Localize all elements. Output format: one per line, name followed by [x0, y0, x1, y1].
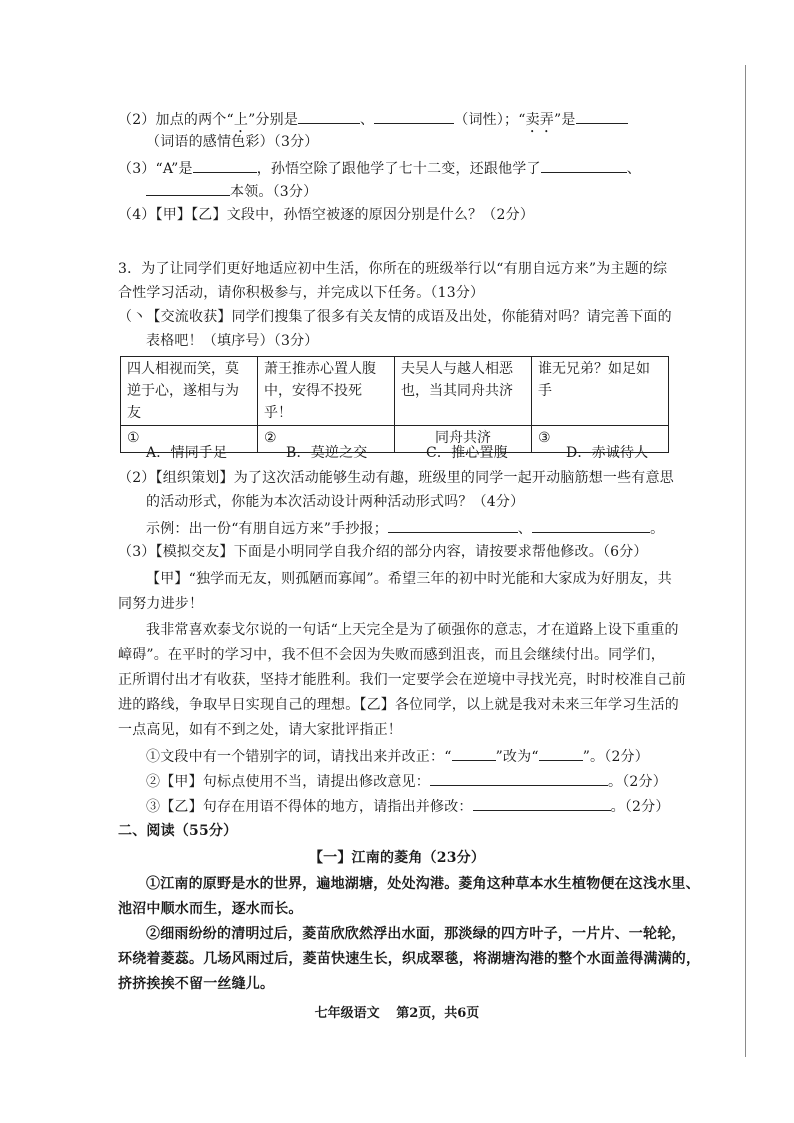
reading-title: 【一】江南的菱角（23分）: [308, 850, 486, 866]
passage-line: 一点高见，如有不到之处，请大家批评指正！: [118, 722, 402, 738]
table-row: [121, 357, 669, 426]
task-text: ”改为“: [495, 749, 539, 765]
table-cell: 四人相视而笑，莫逆于心，遂相与为友: [121, 357, 258, 426]
q3-intro-line1: 3．为了让同学们更好地适应初中生活，你所在的班级举行以“有朋自远方来”为主题的综: [118, 261, 668, 277]
table-cell: 谁无兄弟？如足如手: [532, 357, 669, 426]
q3-sub1-line2: 表格吧！（填序号）（3分）: [146, 333, 319, 349]
reading-paragraph: ①江南的原野是水的世界，遍地湖塘，处处沟港。菱角这种草本水生植物便在这浅水里、: [146, 876, 700, 892]
footer-page-number: 第2页，共6页: [396, 1006, 480, 1021]
option-a: A．情同手足: [146, 445, 228, 461]
q2-2-text: ”分别是: [248, 112, 299, 128]
option-c: C．推心置腹: [426, 445, 508, 461]
option-b: B．莫逆之交: [286, 445, 368, 461]
idiom-table: [120, 356, 669, 453]
q3-intro-line2: 合性学习活动，请你积极参与，并完成以下任务。（13分）: [118, 285, 485, 301]
task-text: ②【甲】句标点使用不当，请提出修改意见：: [146, 774, 430, 790]
answer-blank[interactable]: [541, 157, 627, 173]
period: 。: [650, 521, 665, 537]
q2-2-line2: （词语的感情色彩）（3分）: [146, 134, 319, 150]
answer-blank[interactable]: [430, 770, 608, 786]
q3-sub2-line1: （2）【组织策划】为了这次活动能够生动有趣，班级里的同学一起开动脑筋想一些有意思: [118, 470, 674, 486]
q3-sub3-line: （3）【模拟交友】下面是小明同学自我介绍的部分内容，请按要求帮他修改。（6分）: [118, 544, 648, 560]
q3-sub2-line2: 的活动形式，你能为本次活动设计两种活动形式吗？（4分）: [146, 494, 525, 510]
q2-2-text2: （词性）；“: [454, 112, 526, 128]
answer-blank[interactable]: [539, 745, 583, 761]
table-cell-blank[interactable]: ③: [532, 426, 669, 453]
q3-task3: [146, 795, 670, 818]
reading-paragraph: 环绕着菱蕊。几场风雨过后，菱苗快速生长，织成翠毯，将湖塘沟港的整个水面盖得满满的，: [118, 951, 701, 967]
answer-blank[interactable]: [193, 157, 257, 173]
options-row: [146, 442, 706, 464]
margin-line: [745, 65, 746, 1057]
dotted-word: 上: [233, 112, 249, 128]
answer-blank[interactable]: [452, 745, 496, 761]
passage-line: 正所谓付出才有收获，坚持才能胜利。我们一定要学会在逆境中寻找光亮，时时校准自己前: [118, 672, 686, 688]
table-cell: 萧王推赤心置人腹中，安得不投死乎！: [258, 357, 395, 426]
section-heading: 二、阅读（55分）: [118, 823, 238, 839]
task-text: ”。（2分）: [582, 749, 649, 765]
q3-task2: [146, 770, 667, 793]
answer-blank[interactable]: [146, 180, 230, 196]
table-cell: 同舟共济: [395, 426, 532, 453]
option-d: D．赤诚待人: [566, 445, 649, 461]
passage-line: 进的路线，争取早日实现自己的理想。【乙】各位同学，以上就是我对未来三年学习生活的: [118, 697, 679, 713]
passage-line: 我非常喜欢泰戈尔说的一句话“上天完全是为了硕强你的意志，才在道路上设下重重的: [146, 622, 679, 638]
separator: 、: [626, 161, 641, 177]
q3-sub1-line1: （丶【交流收获】同学们搜集了很多有关友情的成语及出处，你能猜对吗？请完善下面的: [118, 309, 672, 325]
passage-line: 同努力进步！: [118, 596, 204, 612]
task-text: ①文段中有一个错别字的词，请找出来并改正：“: [146, 749, 452, 765]
table-cell-blank[interactable]: ①: [121, 426, 258, 453]
table-cell: 夫吴人与越人相恶也，当其同舟共济: [395, 357, 532, 426]
answer-blank[interactable]: [374, 108, 454, 124]
q3-sub2-example: [146, 517, 664, 540]
separator: 、: [517, 521, 533, 537]
reading-paragraph: 挤挤挨挨不留一丝缝儿。: [118, 976, 275, 992]
task-text: ③【乙】句存在用语不得体的地方，请指出并修改：: [146, 799, 473, 815]
q2-4-line: （4）【甲】【乙】文段中，孙悟空被逐的原因分别是什么？（2分）: [118, 207, 535, 223]
q3-task1: [146, 745, 649, 768]
answer-blank[interactable]: [576, 108, 628, 124]
q2-2-text3: ”是: [554, 112, 576, 128]
task-text: 。（2分）: [608, 774, 667, 790]
q2-3-line1: [118, 157, 641, 180]
q2-2-label: （2）加点的两个“: [118, 112, 234, 128]
table-cell-blank[interactable]: ②: [258, 426, 395, 453]
dotted-word-2: 卖弄: [525, 112, 555, 128]
separator: 、: [360, 112, 375, 128]
q2-3-text4: 本领。（3分）: [230, 184, 318, 200]
passage-line: 嶂碍”。在平时的学习中，我不但不会因为失败而感到沮丧，而且会继续付出。同学们，: [118, 647, 665, 663]
page-footer: [0, 1002, 794, 1021]
footer-subject: 七年级语文: [314, 1006, 380, 1021]
answer-blank[interactable]: [298, 108, 360, 124]
q2-3-text2: ，孙悟空除了跟他学了七十二变，还跟他学了: [256, 161, 541, 177]
answer-blank[interactable]: [388, 517, 518, 533]
task-text: 。（2分）: [610, 799, 670, 815]
answer-blank[interactable]: [473, 795, 611, 811]
q2-3-text: （3）“A”是: [118, 161, 193, 177]
reading-paragraph: ②细雨纷纷的清明过后，菱苗欣欣然浮出水面，那淡绿的四方叶子，一片片、一轮轮，: [146, 926, 686, 942]
passage-line: 【甲】“独学而无友，则孤陋而寡闻”。希望三年的初中时光能和大家成为好朋友，共: [146, 571, 672, 587]
reading-paragraph: 池沼中顺水而生，逐水而长。: [118, 901, 303, 917]
answer-blank[interactable]: [532, 517, 650, 533]
example-text: 示例：出一份“有朋自远方来”手抄报；: [146, 521, 388, 537]
q2-3-line2: [146, 180, 317, 203]
